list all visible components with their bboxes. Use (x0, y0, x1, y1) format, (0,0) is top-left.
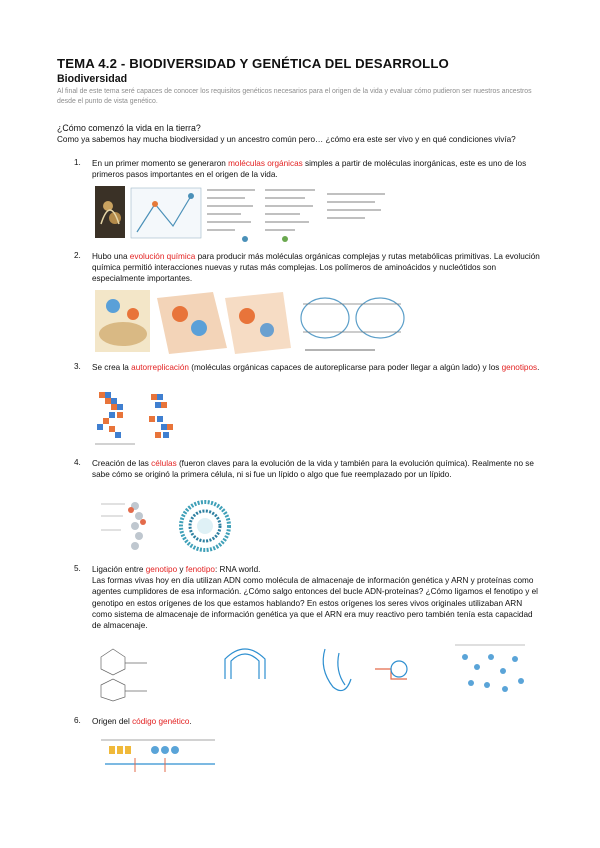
item-text: Hubo una (92, 252, 130, 261)
item-term-2: fenotipo (185, 565, 215, 574)
list-item-3 (92, 362, 542, 373)
section-heading: Biodiversidad (57, 73, 128, 85)
item-number: 3. (74, 362, 81, 371)
item-text: . (537, 363, 540, 372)
item-text: : RNA world. (214, 565, 261, 574)
item-text: y (177, 565, 186, 574)
item-5-body: Las formas vivas hoy en día utilizan ADN como molécula de almacenaje de información genética y ARN y proteínas como agentes cumplidores de esa información. ¿Cómo salgo entonces del bucle ADN-proteínas? ¿Cómo ligamos el fenotipo y el genotipo en estos orígenes de los que estamos hablando? En estos orígenes los seres vivos originales utilizaban ARN como sistema de almacenaje de información genética ya que el ARN era muy reactivo pero también tenía esta capacidad de almacenaje. (92, 576, 538, 631)
figure-item-6 (95, 734, 225, 778)
item-term: evolución química (129, 252, 196, 261)
list-item-6 (92, 716, 542, 727)
item-number: 4. (74, 458, 81, 467)
item-text: para producir más moléculas orgánicas complejas y rutas metabólicas primitivas. La evolución química permitió interacciones nuevas y rutas más complejas. Los polímeros de aminoácidos y nucleótidos son especialmente importantes. (92, 252, 540, 284)
item-text: Se crea la (92, 363, 132, 372)
item-text: Origen del (92, 717, 133, 726)
item-text: . (189, 717, 192, 726)
item-text: (fueron claves para la evolución de la vida y también para la evolución química). Realmente no se sabe cómo se originó la primera célula, ni si fue un lípido o algo que fue reemplazado por un lípido. (92, 459, 534, 480)
figure-item-3 (95, 388, 195, 448)
item-number: 1. (74, 158, 81, 167)
item-number: 6. (74, 716, 81, 725)
item-term: genotipo (145, 565, 178, 574)
item-text: Creación de las (92, 459, 152, 468)
item-text: simples a partir de moléculas inorgánicas, este es uno de los primeros pasos importantes en el origen de la vida. (92, 159, 527, 180)
item-text: (moléculas orgánicas capaces de autoreplicarse para poder llegar a algún lado) y los (188, 363, 502, 372)
question-paragraph: Como ya sabemos hay mucha biodiversidad y un ancestro común pero… ¿cómo era este ser vivo y en qué condiciones vivía? (57, 135, 516, 144)
item-term: código genético (132, 717, 190, 726)
item-term: moléculas orgánicas (228, 159, 303, 168)
item-term-2: genotipos (501, 363, 538, 372)
item-text: Ligación entre (92, 565, 146, 574)
list-item-5 (92, 564, 542, 631)
item-number: 2. (74, 251, 81, 260)
page-title: TEMA 4.2 - BIODIVERSIDAD Y GENÉTICA DEL DESARROLLO (57, 56, 449, 71)
list-item-1 (92, 158, 542, 180)
figure-item-1 (95, 184, 395, 248)
list-item-2 (92, 251, 542, 285)
item-term: autorreplicación (131, 363, 189, 372)
list-item-4 (92, 458, 542, 480)
item-term: células (151, 459, 177, 468)
figure-item-5 (95, 639, 535, 703)
item-number: 5. (74, 564, 81, 573)
figure-item-2 (95, 290, 425, 356)
figure-item-4 (95, 496, 235, 558)
intro-paragraph: Al final de este tema seré capaces de conocer los requisitos genéticos necesarios para el origen de la vida y evaluar cómo pudieron ser nuestros ancestros desde el punto de vista genético. (57, 88, 532, 106)
question-heading: ¿Cómo comenzó la vida en la tierra? (57, 123, 201, 133)
item-text: En un primer momento se generaron (92, 159, 229, 168)
